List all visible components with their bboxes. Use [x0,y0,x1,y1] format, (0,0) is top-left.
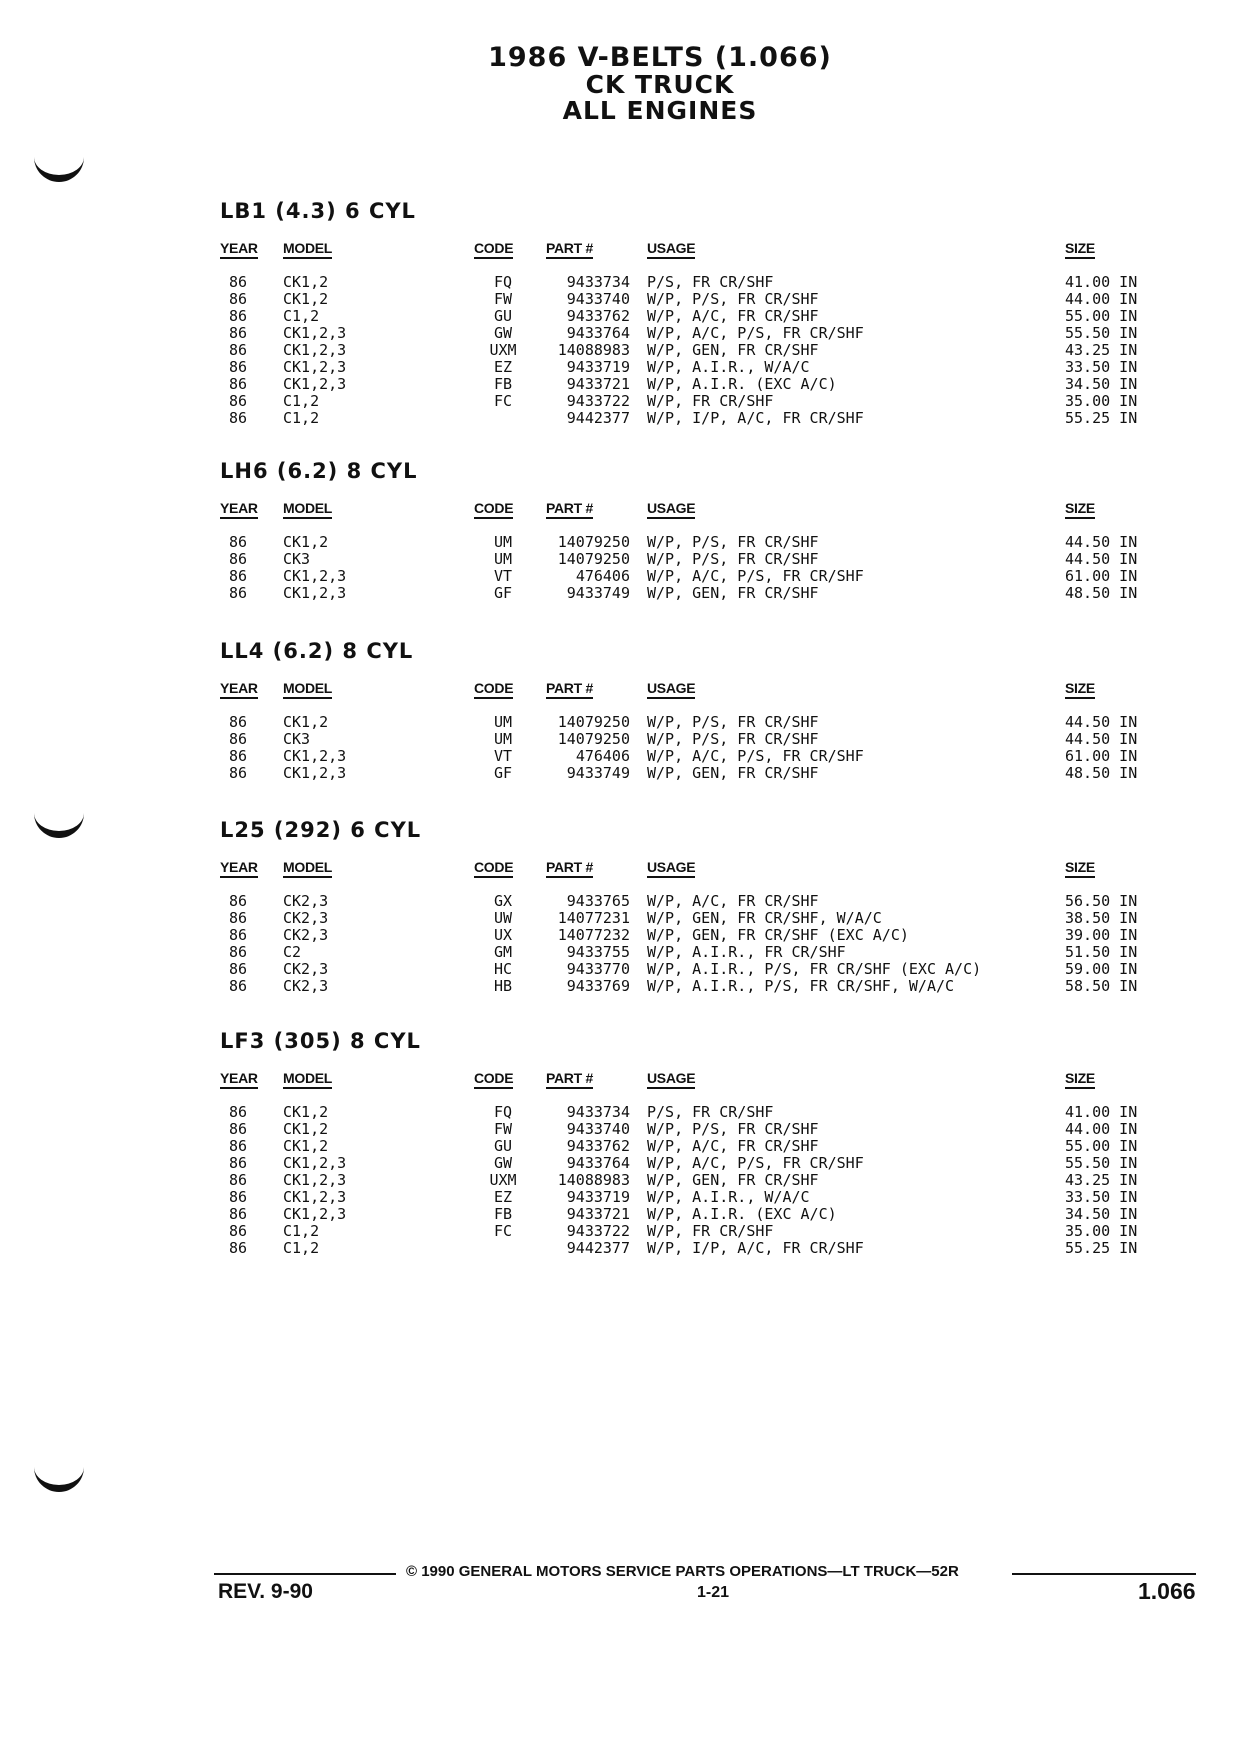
cell-year: 86 [229,1188,248,1206]
cell-usage: W/P, A.I.R., W/A/C [647,1188,810,1206]
table-row [220,1206,1140,1223]
cell-year: 86 [229,409,248,427]
cell-model: CK1,2 [283,1103,329,1121]
column-header-year: YEAR [220,680,258,699]
table-row [220,274,1140,291]
column-header-usage: USAGE [647,500,695,519]
cell-model: CK1,2,3 [283,341,347,359]
table-row [220,893,1140,910]
table-row [220,1155,1140,1172]
cell-size: 44.00 IN [1065,1120,1138,1138]
cell-size: 39.00 IN [1065,926,1138,944]
cell-year: 86 [229,926,248,944]
binder-hole-mark [34,156,84,182]
table-row [220,359,1140,376]
column-header-model: MODEL [283,500,332,519]
cell-code: FC [493,1222,513,1240]
cell-part: 9433755 [566,943,630,961]
cell-model: CK1,2 [283,290,329,308]
cell-year: 86 [229,375,248,393]
table-row [220,910,1140,927]
column-header-usage: USAGE [647,859,695,878]
cell-size: 48.50 IN [1065,584,1138,602]
cell-size: 56.50 IN [1065,892,1138,910]
table-row [220,393,1140,410]
cell-code: GF [493,764,513,782]
cell-code: HC [493,960,513,978]
column-header-code: CODE [474,859,513,878]
cell-part: 9433722 [566,1222,630,1240]
cell-code: GW [493,1154,513,1172]
cell-usage: W/P, P/S, FR CR/SHF [647,730,819,748]
column-header-row [220,234,1140,274]
cell-size: 34.50 IN [1065,375,1138,393]
cell-usage: W/P, P/S, FR CR/SHF [647,290,819,308]
cell-part: 14077232 [557,926,630,944]
cell-year: 86 [229,567,248,585]
cell-size: 59.00 IN [1065,960,1138,978]
cell-size: 34.50 IN [1065,1205,1138,1223]
cell-code: GU [493,1137,513,1155]
table-row [220,1172,1140,1189]
cell-usage: W/P, GEN, FR CR/SHF [647,584,819,602]
cell-part: 9433749 [566,764,630,782]
cell-code: UXM [489,1171,517,1189]
cell-part: 14079250 [557,550,630,568]
cell-part: 9433765 [566,892,630,910]
cell-usage: W/P, FR CR/SHF [647,1222,774,1240]
cell-model: CK1,2,3 [283,747,347,765]
cell-model: C2 [283,943,302,961]
cell-code: FQ [493,1103,513,1121]
cell-part: 9433721 [566,1205,630,1223]
cell-code: FB [493,375,513,393]
cell-year: 86 [229,273,248,291]
cell-size: 58.50 IN [1065,977,1138,995]
cell-code: HB [493,977,513,995]
cell-code: EZ [493,1188,513,1206]
table-row [220,342,1140,359]
cell-year: 86 [229,307,248,325]
cell-year: 86 [229,1239,248,1257]
binder-hole-mark [34,812,84,838]
cell-year: 86 [229,290,248,308]
cell-part: 14079250 [557,730,630,748]
cell-usage: W/P, A.I.R. (EXC A/C) [647,375,837,393]
cell-part: 9433764 [566,324,630,342]
cell-model: CK2,3 [283,977,329,995]
table-row [220,1223,1140,1240]
table-row [220,291,1140,308]
cell-usage: W/P, FR CR/SHF [647,392,774,410]
column-header-size: SIZE [1065,240,1095,259]
cell-code: UXM [489,341,517,359]
engine-section [220,636,1140,782]
cell-model: CK1,2,3 [283,1171,347,1189]
footer-page-number: 1-21 [697,1584,730,1601]
cell-model: CK1,2 [283,1137,329,1155]
cell-usage: W/P, A/C, P/S, FR CR/SHF [647,324,864,342]
cell-part: 476406 [575,747,630,765]
parts-table-body [220,274,1140,427]
cell-year: 86 [229,747,248,765]
table-row [220,308,1140,325]
table-row [220,944,1140,961]
cell-part: 9433722 [566,392,630,410]
table-row [220,961,1140,978]
cell-year: 86 [229,943,248,961]
table-row [220,585,1140,602]
engine-section [220,815,1140,995]
footer-revision: REV. 9-90 [218,1580,313,1603]
column-header-size: SIZE [1065,859,1095,878]
cell-part: 9433734 [566,273,630,291]
footer-section-number: 1.066 [1138,1578,1196,1604]
cell-model: CK1,2,3 [283,1154,347,1172]
column-header-row [220,494,1140,534]
cell-size: 44.50 IN [1065,550,1138,568]
cell-year: 86 [229,392,248,410]
cell-part: 9433734 [566,1103,630,1121]
cell-usage: W/P, A.I.R., P/S, FR CR/SHF, W/A/C [647,977,955,995]
column-header-part: PART # [546,859,593,878]
page-title [430,44,890,124]
section-title: LH6 (6.2) 8 CYL [220,459,418,483]
cell-usage: W/P, A/C, P/S, FR CR/SHF [647,1154,864,1172]
cell-part: 9442377 [566,1239,630,1257]
cell-year: 86 [229,764,248,782]
cell-part: 9433719 [566,358,630,376]
column-header-year: YEAR [220,500,258,519]
section-title: L25 (292) 6 CYL [220,818,422,842]
cell-size: 43.25 IN [1065,1171,1138,1189]
cell-usage: W/P, P/S, FR CR/SHF [647,533,819,551]
cell-year: 86 [229,1137,248,1155]
cell-size: 41.00 IN [1065,1103,1138,1121]
cell-model: CK2,3 [283,960,329,978]
cell-model: CK2,3 [283,909,329,927]
cell-year: 86 [229,1120,248,1138]
cell-model: CK1,2,3 [283,1205,347,1223]
cell-part: 9442377 [566,409,630,427]
column-header-row [220,674,1140,714]
column-header-size: SIZE [1065,680,1095,699]
cell-model: CK1,2,3 [283,358,347,376]
table-row [220,748,1140,765]
parts-table-body [220,1104,1140,1257]
cell-model: CK1,2 [283,273,329,291]
engine-section [220,1026,1140,1257]
binder-hole-mark [34,1466,84,1492]
column-header-usage: USAGE [647,680,695,699]
cell-year: 86 [229,713,248,731]
cell-usage: W/P, P/S, FR CR/SHF [647,550,819,568]
cell-part: 14088983 [557,1171,630,1189]
cell-part: 14079250 [557,713,630,731]
cell-part: 9433764 [566,1154,630,1172]
cell-model: CK1,2 [283,713,329,731]
cell-year: 86 [229,909,248,927]
cell-usage: W/P, A.I.R. (EXC A/C) [647,1205,837,1223]
cell-code: UM [493,550,513,568]
cell-size: 55.25 IN [1065,1239,1138,1257]
table-row [220,1104,1140,1121]
cell-code: UM [493,533,513,551]
column-header-part: PART # [546,1070,593,1089]
cell-code: FW [493,290,513,308]
column-header-usage: USAGE [647,1070,695,1089]
table-row [220,568,1140,585]
cell-model: C1,2 [283,409,320,427]
cell-usage: P/S, FR CR/SHF [647,1103,774,1121]
cell-size: 44.00 IN [1065,290,1138,308]
cell-year: 86 [229,533,248,551]
table-row [220,714,1140,731]
cell-code: FB [493,1205,513,1223]
cell-model: C1,2 [283,1222,320,1240]
cell-year: 86 [229,550,248,568]
section-title: LL4 (6.2) 8 CYL [220,639,414,663]
table-row [220,1138,1140,1155]
cell-usage: W/P, A/C, FR CR/SHF [647,1137,819,1155]
table-row [220,978,1140,995]
section-title: LB1 (4.3) 6 CYL [220,199,416,223]
cell-code: FW [493,1120,513,1138]
cell-code: EZ [493,358,513,376]
cell-code: UX [493,926,513,944]
cell-usage: W/P, GEN, FR CR/SHF [647,764,819,782]
cell-size: 35.00 IN [1065,392,1138,410]
table-row [220,1189,1140,1206]
cell-usage: P/S, FR CR/SHF [647,273,774,291]
cell-model: CK2,3 [283,926,329,944]
cell-code: FQ [493,273,513,291]
title-line-3: ALL ENGINES [562,96,758,125]
footer-rule-right [1012,1573,1196,1575]
cell-usage: W/P, GEN, FR CR/SHF [647,341,819,359]
table-row [220,534,1140,551]
cell-usage: W/P, GEN, FR CR/SHF (EXC A/C) [647,926,909,944]
column-header-row [220,853,1140,893]
cell-size: 33.50 IN [1065,1188,1138,1206]
cell-part: 14088983 [557,341,630,359]
cell-part: 9433719 [566,1188,630,1206]
cell-year: 86 [229,892,248,910]
cell-code: VT [493,567,513,585]
column-header-model: MODEL [283,680,332,699]
column-header-size: SIZE [1065,500,1095,519]
parts-table-body [220,714,1140,782]
cell-size: 44.50 IN [1065,730,1138,748]
cell-code: UW [493,909,513,927]
column-header-part: PART # [546,240,593,259]
title-line-1: 1986 V-BELTS (1.066) [488,42,832,73]
parts-table-body [220,893,1140,995]
column-header-size: SIZE [1065,1070,1095,1089]
cell-year: 86 [229,1154,248,1172]
cell-year: 86 [229,324,248,342]
cell-model: CK3 [283,550,311,568]
cell-usage: W/P, I/P, A/C, FR CR/SHF [647,409,864,427]
cell-model: CK1,2,3 [283,584,347,602]
column-header-code: CODE [474,240,513,259]
cell-model: CK1,2,3 [283,567,347,585]
cell-model: C1,2 [283,392,320,410]
column-header-model: MODEL [283,240,332,259]
engine-section [220,196,1140,427]
cell-model: CK2,3 [283,892,329,910]
cell-part: 476406 [575,567,630,585]
cell-size: 48.50 IN [1065,764,1138,782]
section-title: LF3 (305) 8 CYL [220,1029,421,1053]
cell-usage: W/P, P/S, FR CR/SHF [647,713,819,731]
cell-usage: W/P, P/S, FR CR/SHF [647,1120,819,1138]
cell-usage: W/P, A/C, FR CR/SHF [647,892,819,910]
cell-size: 61.00 IN [1065,747,1138,765]
cell-size: 33.50 IN [1065,358,1138,376]
table-row [220,1121,1140,1138]
cell-model: CK1,2,3 [283,324,347,342]
cell-model: CK1,2,3 [283,375,347,393]
cell-code: GF [493,584,513,602]
cell-year: 86 [229,1171,248,1189]
cell-size: 61.00 IN [1065,567,1138,585]
cell-model: CK1,2 [283,533,329,551]
cell-size: 41.00 IN [1065,273,1138,291]
table-row [220,325,1140,342]
title-line-2: CK TRUCK [585,70,735,99]
column-header-year: YEAR [220,1070,258,1089]
table-row [220,731,1140,748]
column-header-part: PART # [546,500,593,519]
cell-size: 55.25 IN [1065,409,1138,427]
cell-year: 86 [229,1222,248,1240]
cell-size: 51.50 IN [1065,943,1138,961]
column-header-model: MODEL [283,1070,332,1089]
table-row [220,551,1140,568]
column-header-year: YEAR [220,859,258,878]
cell-model: CK1,2 [283,1120,329,1138]
column-header-code: CODE [474,500,513,519]
column-header-usage: USAGE [647,240,695,259]
cell-part: 9433721 [566,375,630,393]
cell-size: 44.50 IN [1065,713,1138,731]
cell-size: 55.50 IN [1065,324,1138,342]
cell-usage: W/P, A/C, P/S, FR CR/SHF [647,747,864,765]
cell-usage: W/P, A.I.R., FR CR/SHF [647,943,846,961]
column-header-part: PART # [546,680,593,699]
table-row [220,765,1140,782]
cell-usage: W/P, I/P, A/C, FR CR/SHF [647,1239,864,1257]
cell-year: 86 [229,960,248,978]
column-header-row [220,1064,1140,1104]
cell-model: CK1,2,3 [283,1188,347,1206]
engine-section [220,456,1140,602]
cell-code: GU [493,307,513,325]
cell-size: 55.00 IN [1065,1137,1138,1155]
cell-part: 14079250 [557,533,630,551]
cell-year: 86 [229,1103,248,1121]
cell-code: GW [493,324,513,342]
cell-model: C1,2 [283,1239,320,1257]
cell-model: CK1,2,3 [283,764,347,782]
parts-table-body [220,534,1140,602]
cell-year: 86 [229,358,248,376]
cell-size: 35.00 IN [1065,1222,1138,1240]
cell-part: 9433762 [566,307,630,325]
cell-model: C1,2 [283,307,320,325]
cell-usage: W/P, A.I.R., W/A/C [647,358,810,376]
footer-copyright: © 1990 GENERAL MOTORS SERVICE PARTS OPERATIONS—LT TRUCK—52R [406,1563,959,1580]
cell-size: 44.50 IN [1065,533,1138,551]
cell-part: 9433740 [566,1120,630,1138]
cell-usage: W/P, GEN, FR CR/SHF [647,1171,819,1189]
cell-usage: W/P, A/C, P/S, FR CR/SHF [647,567,864,585]
cell-part: 9433749 [566,584,630,602]
column-header-code: CODE [474,680,513,699]
cell-size: 38.50 IN [1065,909,1138,927]
cell-usage: W/P, GEN, FR CR/SHF, W/A/C [647,909,882,927]
cell-code: FC [493,392,513,410]
column-header-model: MODEL [283,859,332,878]
cell-code: GX [493,892,513,910]
footer-rule-left [214,1573,396,1575]
table-row [220,410,1140,427]
cell-year: 86 [229,977,248,995]
cell-model: CK3 [283,730,311,748]
cell-usage: W/P, A.I.R., P/S, FR CR/SHF (EXC A/C) [647,960,982,978]
cell-year: 86 [229,341,248,359]
column-header-year: YEAR [220,240,258,259]
cell-size: 55.50 IN [1065,1154,1138,1172]
cell-size: 55.00 IN [1065,307,1138,325]
cell-year: 86 [229,1205,248,1223]
table-row [220,376,1140,393]
cell-code: UM [493,730,513,748]
cell-year: 86 [229,730,248,748]
table-row [220,1240,1140,1257]
column-header-code: CODE [474,1070,513,1089]
cell-code: VT [493,747,513,765]
cell-part: 9433769 [566,977,630,995]
cell-code: UM [493,713,513,731]
cell-part: 14077231 [557,909,630,927]
table-row [220,927,1140,944]
cell-usage: W/P, A/C, FR CR/SHF [647,307,819,325]
cell-part: 9433770 [566,960,630,978]
cell-part: 9433740 [566,290,630,308]
cell-size: 43.25 IN [1065,341,1138,359]
cell-year: 86 [229,584,248,602]
cell-part: 9433762 [566,1137,630,1155]
cell-code: GM [493,943,513,961]
